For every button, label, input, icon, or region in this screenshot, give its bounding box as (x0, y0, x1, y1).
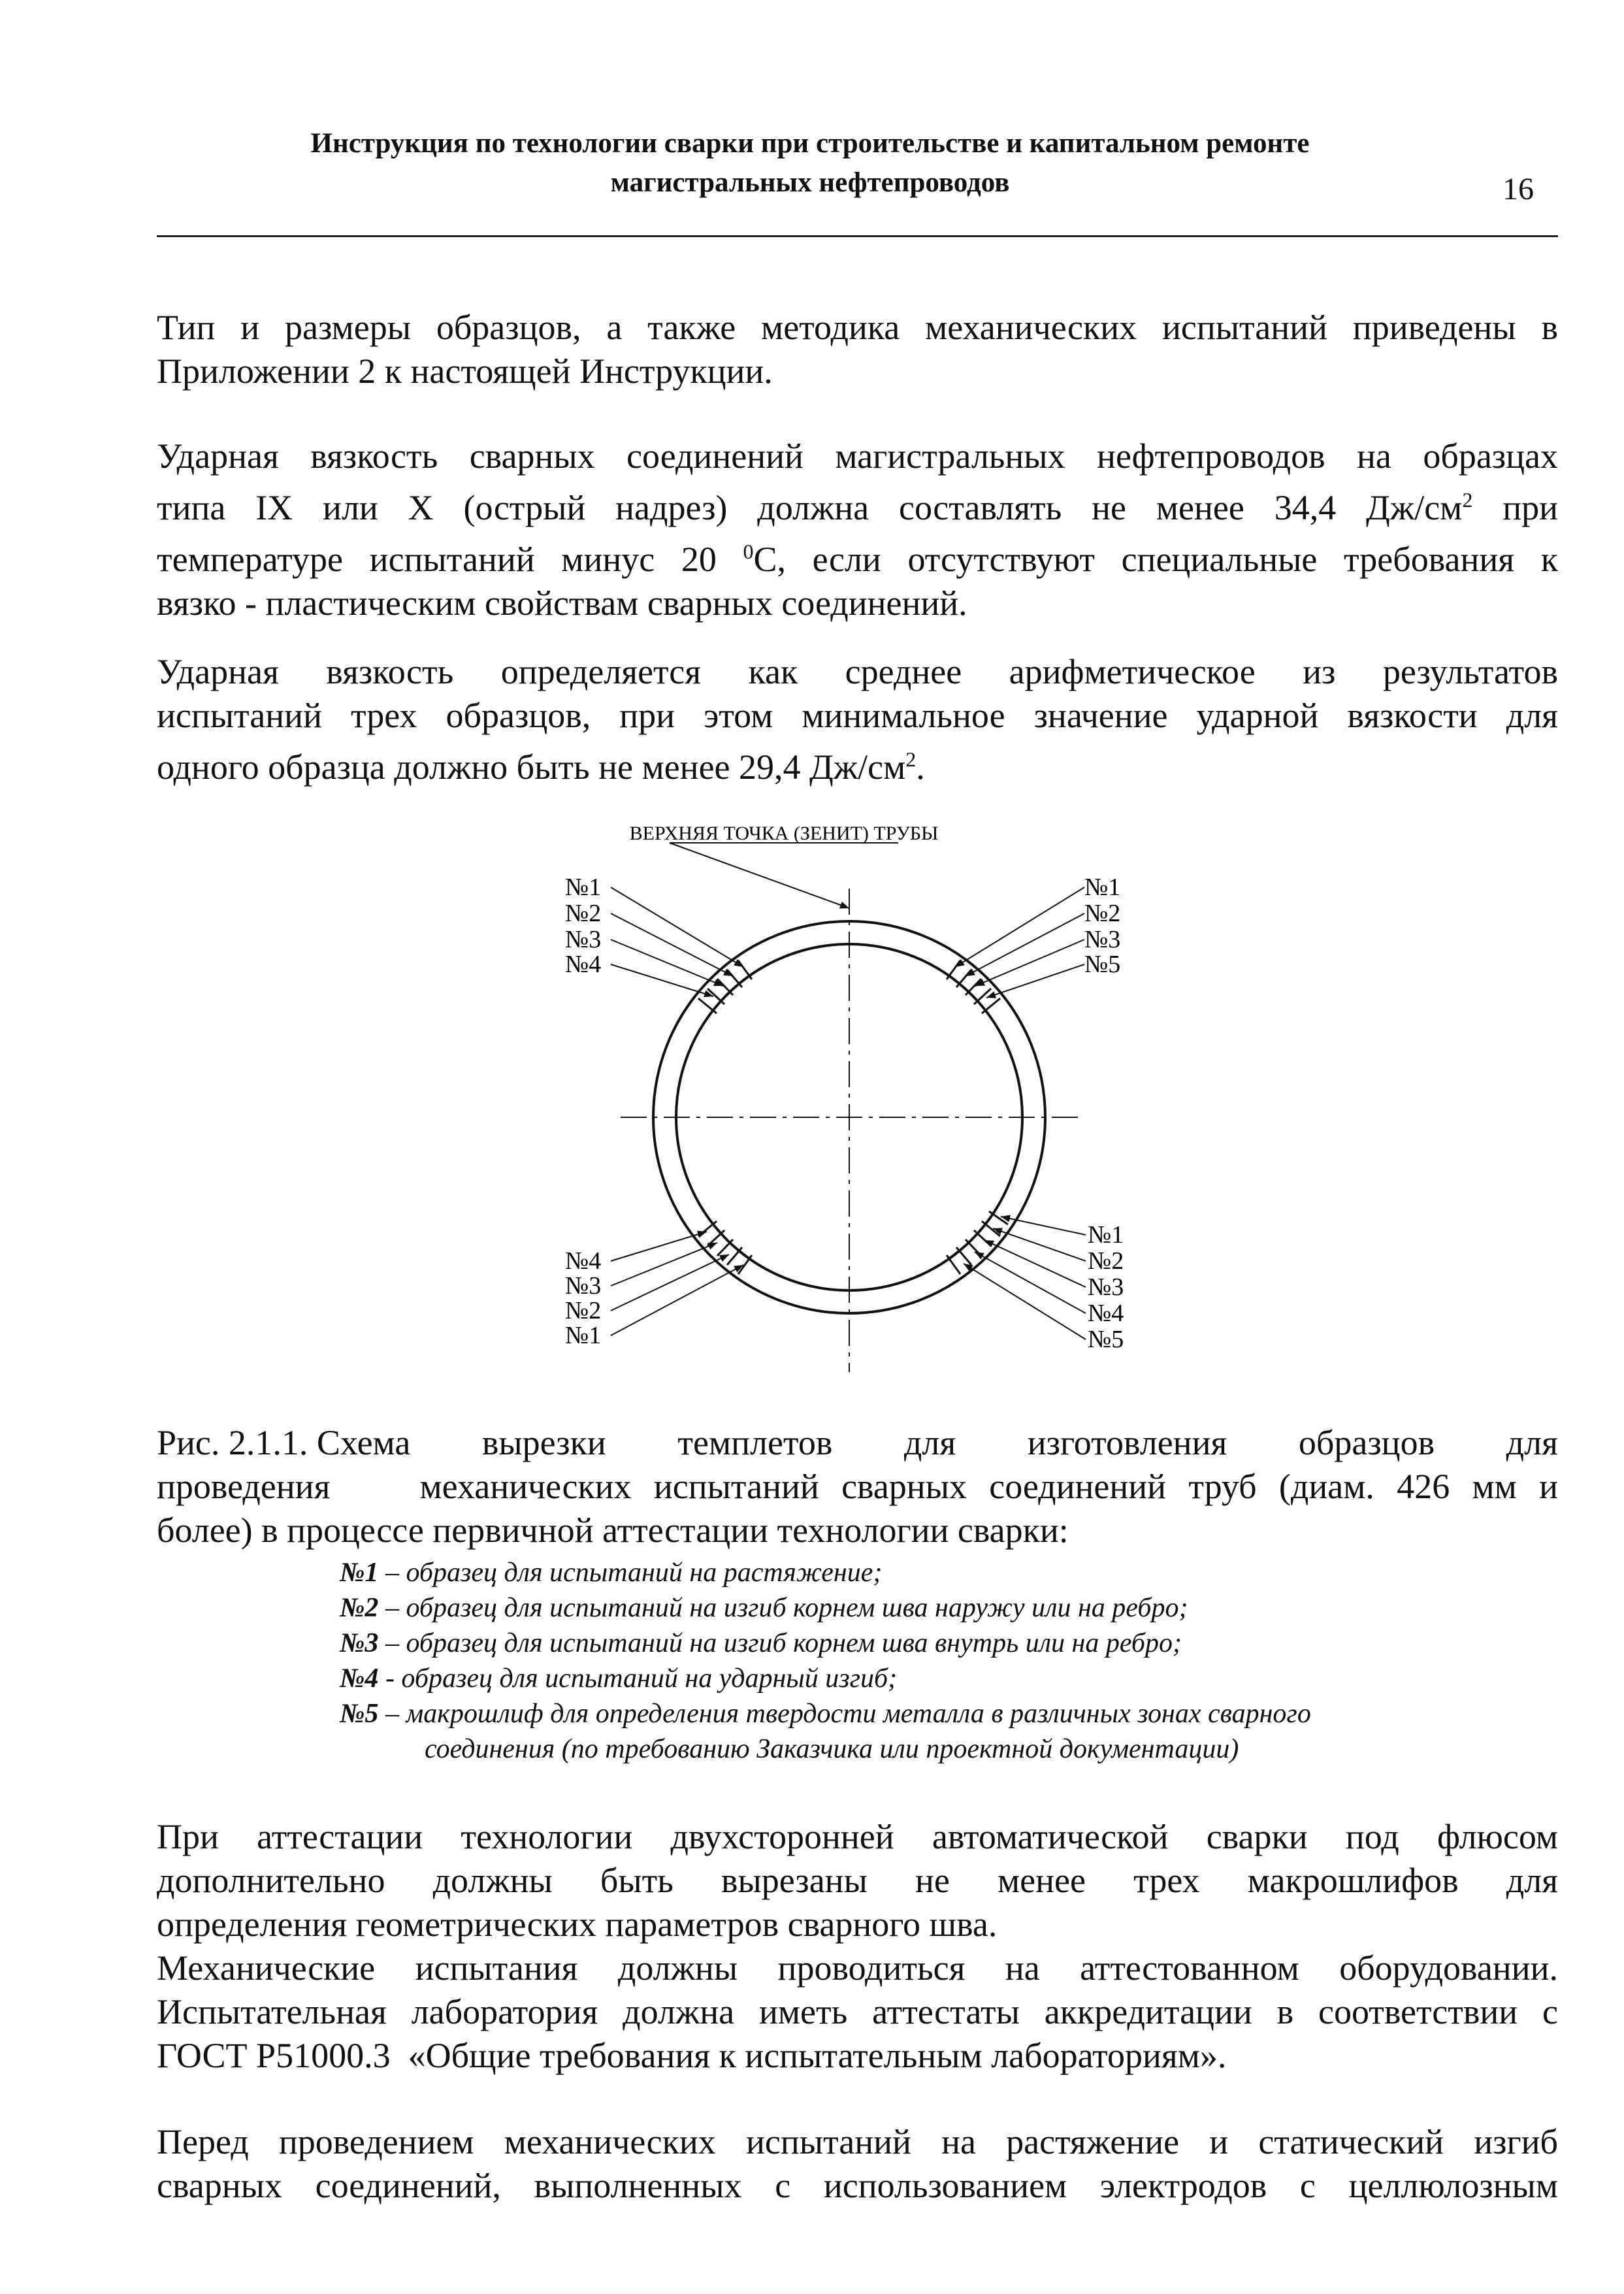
paragraph-line: Тип и размеры образцов, а также методика механических испытаний приведены в (157, 308, 1558, 347)
caption-line: проведения механических испытаний сварных соединений труб (диам. 426 мм и (157, 1467, 1558, 1506)
paragraph-line: сварных соединений, выполненных с использованием электродов с целлюлозным (157, 2166, 1558, 2205)
specimen-label: №1 (1088, 1221, 1124, 1249)
specimen-label: №1 (1084, 874, 1121, 901)
paragraph-3 (157, 650, 1558, 789)
text-run: типа IX или X (острый надрез) должна составлять не менее 34,4 Дж/см (157, 488, 1463, 527)
specimen-label: №5 (1088, 1326, 1124, 1353)
paragraph-2 (157, 434, 1558, 625)
legend-text: – макрошлиф для определения твердости металла в различных зонах сварного (378, 1699, 1311, 1729)
paragraph-line: Ударная вязкость определяется как среднее арифметическое из результатов (157, 652, 1558, 691)
specimen-label: №4 (565, 1247, 602, 1275)
header-divider (157, 235, 1558, 237)
paragraph-line (157, 530, 1558, 582)
paragraph-line: определения геометрических параметров сварного шва. (157, 1905, 998, 1944)
specimen-label: №1 (565, 1322, 602, 1349)
paragraph-line: Испытательная лаборатория должна иметь аттестаты аккредитации в соответствии с (157, 1992, 1558, 2031)
specimen-label: №2 (1084, 900, 1121, 927)
lower-right-specimens (964, 1217, 1124, 1353)
legend-item (340, 1590, 1581, 1626)
specimen-legend (340, 1555, 1581, 1767)
specimen-label: №3 (565, 926, 602, 953)
legend-text: соединения (по требованию Заказчика или проектной документации) (425, 1734, 1239, 1764)
header-title-line1: Инструкция по технологии сварки при строительстве и капитальном ремонте (310, 128, 1310, 159)
specimen-label: №4 (1088, 1300, 1124, 1327)
text-run: . (916, 747, 925, 787)
paragraph-line: ГОСТ Р51000.3 «Общие требования к испытательным лабораториям». (157, 2036, 1227, 2075)
paragraph-line: Механические испытания должны проводиться на аттестованном оборудовании. (157, 1948, 1558, 1988)
text-run: температуре испытаний минус 20 (157, 540, 743, 579)
header-title-line2: магистральных нефтепроводов (610, 167, 1010, 198)
paragraph-line (157, 738, 1558, 789)
legend-item (340, 1696, 1581, 1731)
specimen-label: №2 (1088, 1247, 1124, 1275)
caption-word: Рис. 2.1.1. Схема (157, 1423, 411, 1462)
specimen-label: №3 (565, 1272, 602, 1300)
legend-key: №3 (340, 1628, 379, 1658)
legend-key: №5 (340, 1699, 379, 1729)
figure-caption (157, 1421, 1558, 1552)
caption-word: изготовления (1027, 1423, 1227, 1462)
upper-left-specimens (565, 874, 743, 996)
legend-key: №2 (340, 1593, 379, 1623)
caption-word: для (1506, 1423, 1558, 1462)
caption-line (157, 1421, 1558, 1465)
legend-item (340, 1626, 1581, 1661)
caption-word: образцов (1298, 1423, 1435, 1462)
legend-text: - образец для испытаний на ударный изгиб; (378, 1663, 898, 1694)
superscript: 2 (1462, 488, 1473, 512)
paragraph-line: При аттестации технологии двухсторонней автоматической сварки под флюсом (157, 1817, 1558, 1856)
legend-key: №1 (340, 1558, 379, 1588)
paragraph-line: Приложении 2 к настоящей Инструкции. (157, 352, 773, 391)
superscript: 2 (905, 747, 917, 771)
specimen-label: №5 (1084, 951, 1121, 978)
legend-item (340, 1731, 1581, 1767)
paragraph-line: Ударная вязкость сварных соединений магистральных нефтепроводов на образцах (157, 436, 1558, 476)
specimen-label: №2 (565, 900, 602, 927)
paragraph-line: дополнительно должны быть вырезаны не менее трех макрошлифов для (157, 1861, 1558, 1900)
paragraph-line: Перед проведением механических испытаний на растяжение и статический изгиб (157, 2122, 1558, 2161)
paragraph-4 (157, 1815, 1558, 2078)
legend-key: №4 (340, 1663, 379, 1694)
document-header (157, 124, 1463, 203)
paragraph-1 (157, 306, 1558, 393)
page-number: 16 (1502, 172, 1534, 206)
legend-text: – образец для испытаний на изгиб корнем шва внутрь или на ребро; (378, 1628, 1182, 1658)
caption-word: вырезки (481, 1423, 606, 1462)
specimen-label: №3 (1084, 926, 1121, 953)
text-run: при (1472, 488, 1558, 527)
specimen-label: №3 (1088, 1273, 1124, 1301)
caption-word: темплетов (677, 1423, 833, 1462)
paragraph-line: вязко - пластическим свойствам сварных соединений. (157, 583, 967, 623)
text-run: С, если отсутствуют специальные требования к (753, 540, 1558, 579)
caption-line: более) в процессе первичной аттестации технологии сварки: (157, 1511, 1069, 1550)
legend-text: – образец для испытаний на растяжение; (378, 1558, 883, 1588)
legend-item (340, 1555, 1581, 1590)
zenith-label: ВЕРХНЯЯ ТОЧКА (ЗЕНИТ) ТРУБЫ (629, 823, 939, 844)
specimen-label: №2 (565, 1297, 602, 1324)
text-run: одного образца должно быть не менее 29,4 Дж/см (157, 747, 906, 787)
specimen-label: №1 (565, 874, 602, 901)
superscript: 0 (743, 540, 754, 563)
paragraph-5 (157, 2120, 1558, 2208)
legend-text: – образец для испытаний на изгиб корнем шва наружу или на ребро; (378, 1593, 1188, 1623)
specimen-label: №4 (565, 951, 602, 978)
pipe-cutting-scheme (536, 804, 1163, 1411)
legend-item (340, 1661, 1581, 1696)
caption-word: для (903, 1423, 956, 1462)
paragraph-line (157, 478, 1558, 530)
zenith-arrow (670, 843, 849, 908)
paragraph-line: испытаний трех образцов, при этом минимальное значение ударной вязкости для (157, 696, 1558, 735)
lower-left-specimens (565, 1232, 743, 1349)
